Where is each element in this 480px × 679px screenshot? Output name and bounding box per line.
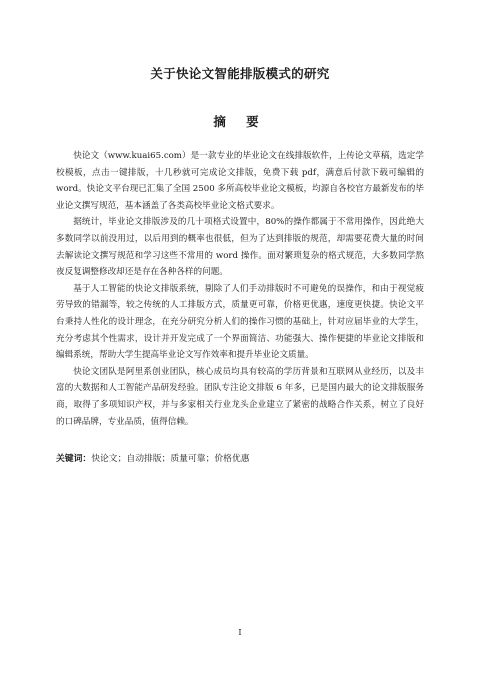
abstract-body [56, 148, 424, 430]
abstract-heading: 摘 要 [213, 114, 267, 129]
page-title: 关于快论文智能排版模式的研究 [150, 66, 330, 81]
keywords-line [56, 451, 424, 467]
page-number: I [238, 628, 242, 637]
abstract-paragraph: 快论文团队是阿里系创业团队，核心成员均具有较高的学历背景和互联网从业经历，以及丰富的大数据和人工智能产品研发经验。团队专注论文排版 6 年多，已是国内最大的论文排版服务商，取得了多项知识产权，并与多家相关行业龙头企业建立了紧密的战略合作关系，树立了良好的口碑品牌，专业品质，值得信赖。 [56, 366, 424, 427]
abstract-paragraph: 快论文（www.kuai65.com）是一款专业的毕业论文在线排版软件，上传论文草稿，选定学校模板，点击一键排版，十几秒就可完成论文排版，免费下载 pdf，满意后付款下载可编辑的 word。快论文平台现已汇集了全国 2500 多所高校毕业论文模板，均源自各校官方最新发布的毕业论文撰写规范，基本涵盖了各类高校毕业论文格式要求。 [56, 151, 424, 211]
abstract-paragraph: 基于人工智能的快论文排版系统，剔除了人们手动排版时不可避免的误操作，和由于视觉疲劳导致的错漏等，较之传统的人工排版方式，质量更可靠，价格更优惠，速度更快捷。快论文平台秉持人性化的设计理念，在充分研究分析人们的操作习惯的基础上，针对应届毕业的大学生，充分考虑其个性需求，设计并开发完成了一个界面简洁、功能强大、操作便捷的毕业论文排版和编辑系统，帮助大学生提高毕业论文写作效率和提升毕业论文质量。 [56, 283, 424, 361]
keywords-label: 关键词： [56, 454, 92, 464]
abstract-paragraph: 据统计，毕业论文排版涉及的几十项格式设置中，80%的操作都属于不常用操作，因此绝大多数同学以前没用过，以后用到的概率也很低，但为了达到排版的规范，却需要花费大量的时间去解读论文撰写规范和学习这些不常用的 word 操作。面对繁琐复杂的格式规范，大多数同学熬夜反复调整修改却还是存在各种各样的问题。 [56, 217, 424, 278]
keywords-text: 快论文；自动排版；质量可靠；价格优惠 [91, 454, 250, 464]
